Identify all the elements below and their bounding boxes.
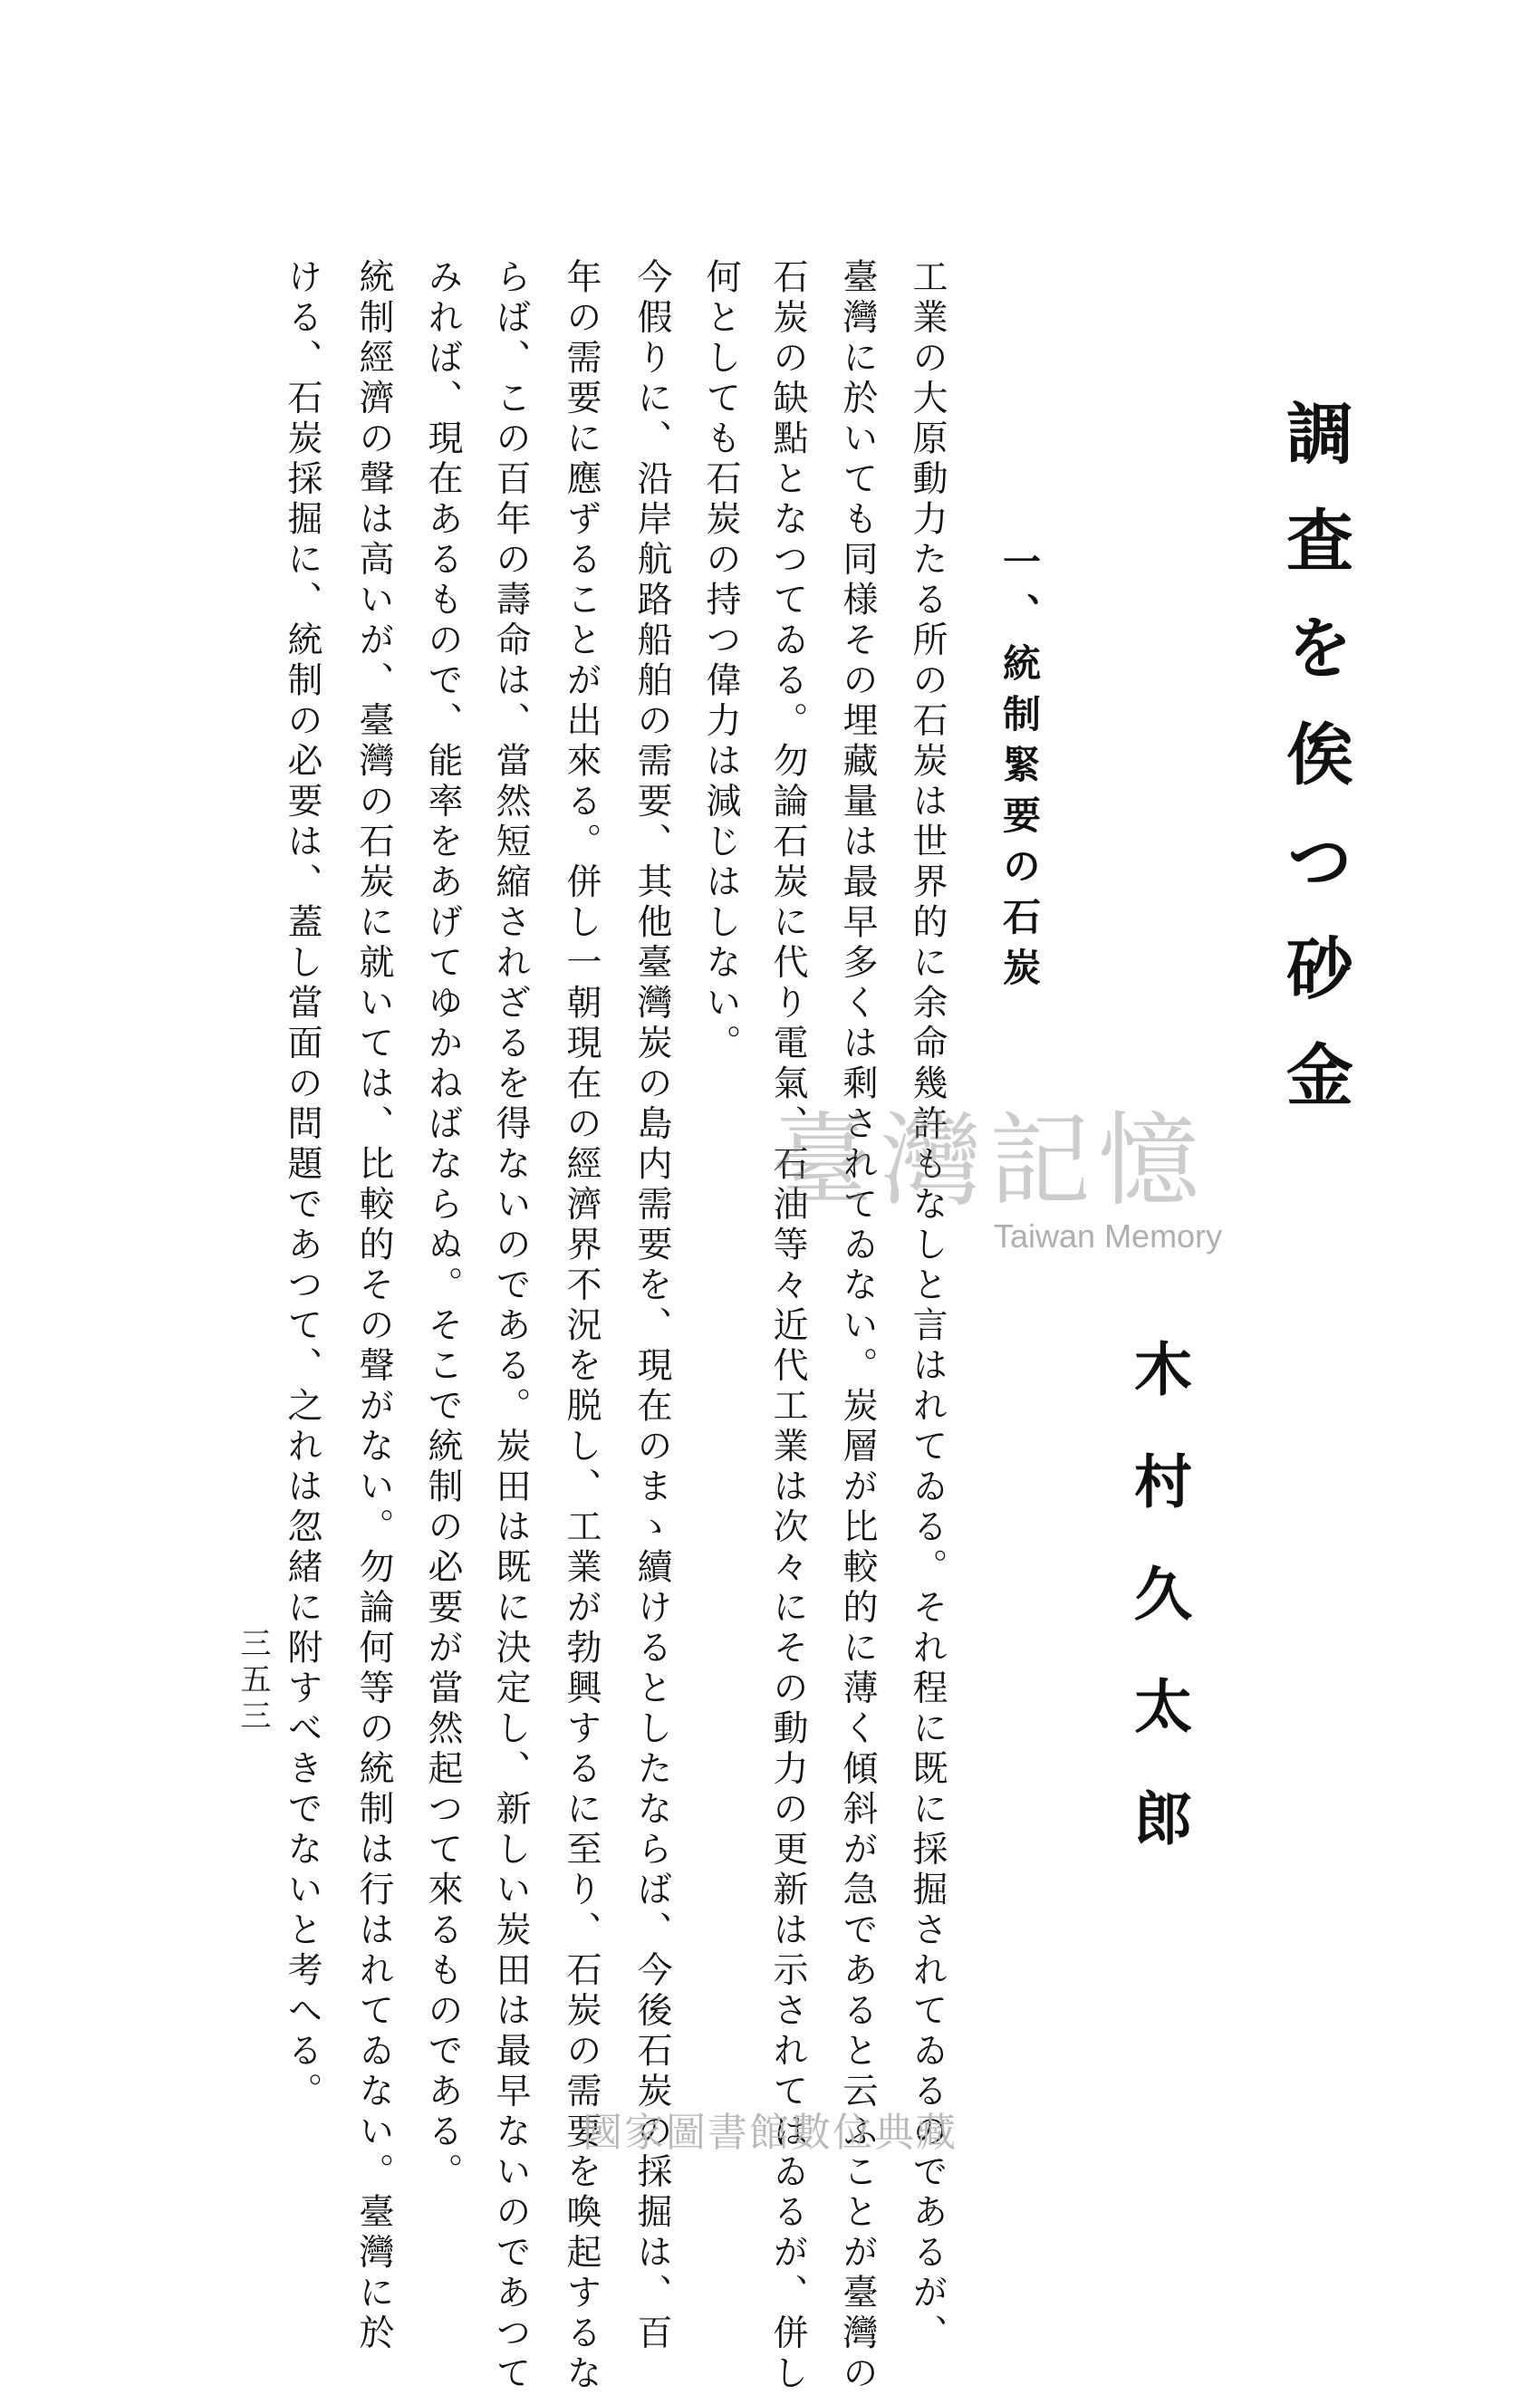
body-column: 今假りに、沿岸航路船舶の需要、其他臺灣炭の島内需要を、現在のまゝ續けるとしたならば、今後石炭の採掘は、百 <box>631 258 672 2354</box>
body-column: ける、石炭採掘に、統制の必要は、蓋し當面の問題であつて、之れは忽緒に附すべきでないと考へる。 <box>282 258 322 2112</box>
body-column: 石炭の缺點となつてゐる。勿論石炭に代り電氣、石油等々近代工業は次々にその動力の更新は示されてはゐるが、併し <box>767 258 808 2395</box>
body-column: 工業の大原動力たる所の石炭は世界的に余命幾許もなしと言はれてゐる。それ程に既に採掘されてゐるのであるが、 <box>907 258 948 2354</box>
body-column: 年の需要に應ずることが出來る。併し一朝現在の經濟界不況を脱し、工業が勃興するに至り、石炭の需要を喚起するな <box>561 258 602 2395</box>
body-column: みれば、現在あるもので、能率をあげてゆかねばならぬ。そこで統制の必要が當然起つて來るものである。 <box>422 258 463 2193</box>
footer-archive-note: 國家圖書館數位典藏 <box>582 2110 958 2156</box>
watermark-cjk-text: 臺灣記憶 <box>772 1102 1207 1220</box>
body-column: らば、この百年の壽命は、當然短縮されざるを得ないのである。炭田は既に決定し、新しい炭田は最早ないのであつて <box>490 258 531 2395</box>
body-column: 臺灣に於いても同様その埋藏量は最早多くは剩されてゐない。炭層が比較的に薄く傾斜が急であると云ふことが臺灣の <box>837 258 878 2395</box>
watermark-english-text: Taiwan Memory <box>994 1217 1223 1255</box>
article-title: 調査を俟つ砂金 <box>1275 399 1353 1147</box>
body-column: 統制經濟の聲は高いが、臺灣の石炭に就いては、比較的その聲がない。勿論何等の統制は行はれてゐない。臺灣に於 <box>353 258 394 2354</box>
author-name: 木村久太郎 <box>1124 1339 1192 1900</box>
section-heading: 一、統制緊要の石炭 <box>997 542 1042 998</box>
page-number: 三五三 <box>235 1627 271 1736</box>
body-column: 何としても石炭の持つ偉力は減じはしない。 <box>700 258 741 1064</box>
